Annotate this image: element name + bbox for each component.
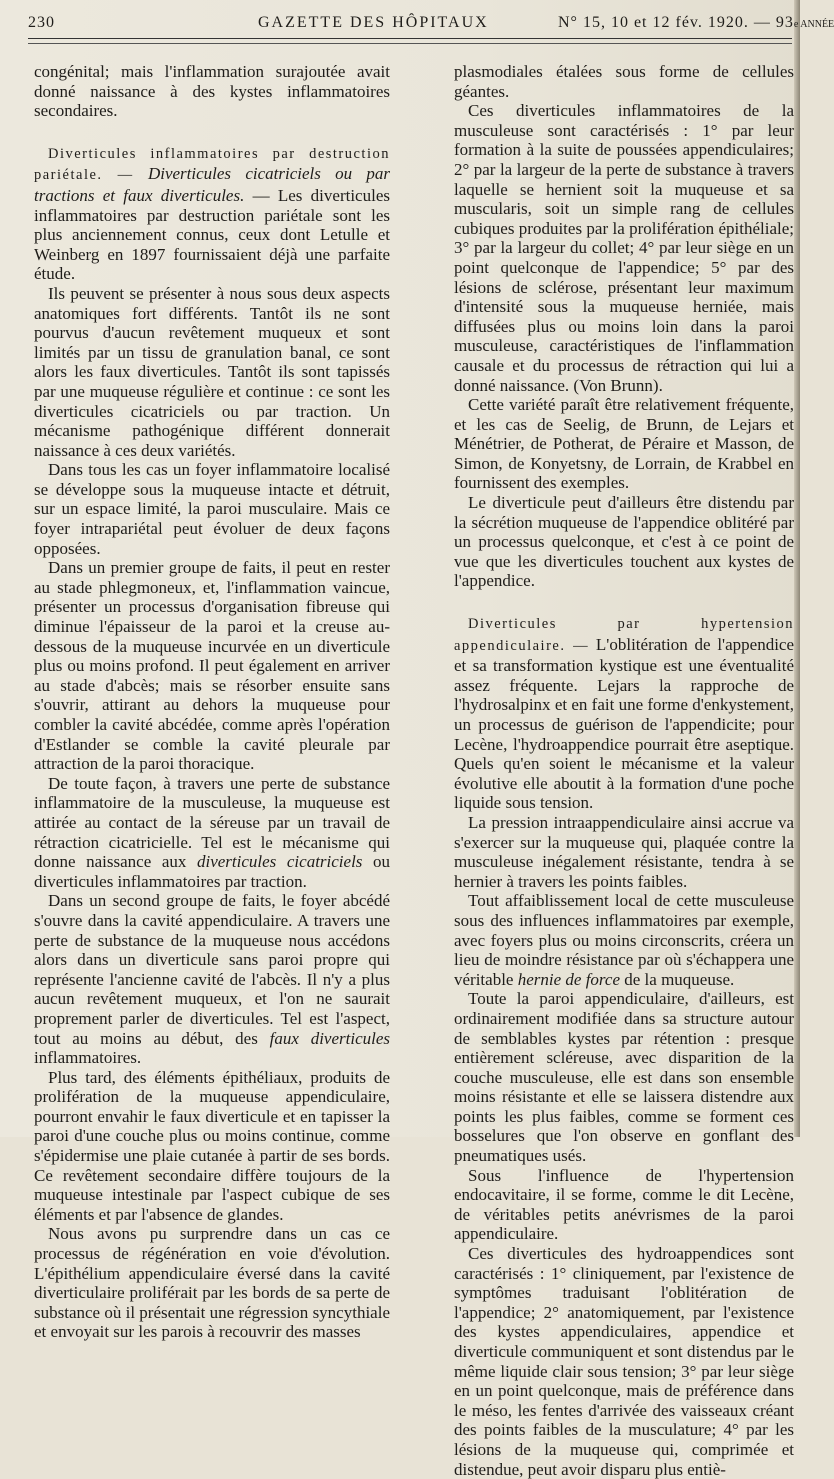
paragraph: plasmodiales étalées sous forme de cellules géantes. [454, 62, 794, 101]
section-subtitle: Diverticules cicatriciels ou par tractions et faux diverticules. [34, 164, 391, 205]
section-title: Diverticules inflammatoires par destruction pariétale. — [34, 145, 390, 184]
header-rule-thick [28, 38, 792, 39]
paragraph: congénital; mais l'inflammation surajoutée avait donné naissance à des kystes inflammatoires secondaires. [34, 62, 390, 121]
section-paragraph [34, 143, 390, 284]
text-run: ou diverticules inflammatoires par traction. [34, 852, 390, 891]
paragraph: Dans un premier groupe de faits, il peut en rester au stade phlegmoneux, et, l'inflammation vaincue, présenter un processus d'organisation fibreuse qui diminue l'épaisseur de la paroi et la creuse au-dessous de la muqueuse incurvée en un diverticule plus ou moins profond. Il peut également en arriver au stade d'abcès; mais se résorber ensuite sans s'ouvrir, attirant au dehors la muqueuse pour combler la cavité abcédée, comme après l'opération d'Estlander se comble la cavité pleurale par attraction de la paroi thoracique. [34, 558, 390, 774]
paragraph: Ces diverticules inflammatoires de la musculeuse sont caractérisés : 1° par leur formation à la suite de poussées appendiculaires; 2° par la largeur de la perte de substance à travers laquelle se hernient soit la muqueuse et sa muscularis, soit un simple rang de cellules cubiques produites par la prolifération épithéliale; 3° par la largeur du collet; 4° par leur siège en un point quelconque de l'appendice; 5° par des lésions de sclérose, présentant leur maximum d'intensité sous la muqueuse herniée, mais diffusées plus ou moins loin dans la paroi musculeuse, caractéristiques de l'inflammation causale et du processus de rétraction qui lui a donné naissance. (Von Brunn). [454, 101, 794, 395]
paragraph: La pression intraappendiculaire ainsi accrue va s'exercer sur la muqueuse qui, plaquée contre la musculeuse inégalement résistante, tendra à se hernier à travers les points faibles. [454, 812, 794, 891]
right-column [454, 62, 794, 1479]
paragraph: Toute la paroi appendiculaire, d'ailleurs, est ordinairement modifiée dans sa structure autour de semblables kystes par rétention : presque entièrement scléreuse, avec disparition de la couche musculeuse, elle est dans son ensemble moins résistante et elle se laissera distendre aux points les plus faibles, comme se forment ces bosselures que l'on observe en gonflant des pneumatiques usés. [454, 989, 794, 1166]
paragraph [34, 891, 390, 1067]
paragraph: Le diverticule peut d'ailleurs être distendu par la sécrétion muqueuse de l'appendice oblitéré par un processus quelconque, et c'est à ce point de vue que les diverticules touchent aux kystes de l'appendice. [454, 493, 794, 591]
italic-term: faux diverticules [269, 1028, 391, 1048]
left-column [34, 62, 390, 1342]
text-run: de la muqueuse. [620, 969, 735, 989]
text-run: inflammatoires. [34, 1048, 142, 1068]
section-text: — Les diverticules inflammatoires par destruction pariétale sont les plus anciennement connus, ceux dont Letulle et Weinberg en 1897 fournissaient déjà une parfaite étude. [34, 185, 390, 284]
text-run: De toute façon, à travers une perte de substance inflammatoire de la musculeuse, la muqueuse est attirée au contact de la séreuse par un travail de rétraction cicatricielle. Tel est le mécanisme qui donne naissance aux [34, 773, 390, 872]
text-run: Dans un second groupe de faits, le foyer abcédé s'ouvre dans la cavité appendiculaire. A travers une perte de substance de la muqueuse nous accédons alors dans un diverticule sans paroi propre qui représente l'ancienne cavité de l'abcès. Il n'y a plus aucun revêtement muqueux, et l'on ne saurait proprement parler de diverticules. Tel est l'aspect, tout au moins au début, des [34, 891, 390, 1048]
italic-term: hernie de force [517, 969, 620, 989]
paragraph: Ils peuvent se présenter à nous sous deux aspects anatomiques fort différents. Tantôt ils ne sont pourvus d'aucun revêtement muqueux et sont limités par un tissu de granulation banal, ce sont alors les faux diverticules. Tantôt ils sont tapissés par une muqueuse régulière et continue : ce sont les diverticules cicatriciels ou par traction. Un mécanisme pathogénique différent donnerait naissance à ces deux variétés. [34, 283, 390, 460]
running-header [28, 6, 834, 46]
paragraph: Sous l'influence de l'hypertension endocavitaire, il se forme, comme le dit Lecène, de véritables petits anévrismes de la paroi appendiculaire. [454, 1165, 794, 1244]
paragraph [454, 891, 794, 989]
page-number: 230 [28, 14, 55, 31]
section-paragraph [454, 613, 794, 813]
paragraph: Dans tous les cas un foyer inflammatoire localisé se développe sous la muqueuse intacte et détruit, sur un espace limité, la paroi musculaire. Mais ce foyer intrapariétal peut évoluer de deux façons opposées. [34, 460, 390, 558]
issue-date: N° 15, 10 et 12 fév. 1920. — 93 [558, 14, 794, 31]
section-title: Diverticules par hypertension appendiculaire. — [454, 616, 794, 654]
issue-year-label: e ANNÉE [793, 19, 834, 30]
section-text: L'oblitération de l'appendice et sa transformation kystique est une éventualité assez fréquente. Lejars la rapproche de l'hydrosalpinx et en fait une forme d'enkystement, un processus de guérison de l'appendicite; pour Lecène, l'hydroappendice pourrait être aseptique. Quels qu'en soient le mécanisme et la valeur évolutive elle aboutit à la formation d'une poche liquide sous tension. [454, 634, 795, 813]
issue-info [558, 14, 834, 32]
italic-term: diverticules cicatriciels [196, 852, 363, 872]
page-edge-shadow [794, 0, 800, 1137]
paragraph [34, 774, 390, 892]
paragraph: Nous avons pu surprendre dans un cas ce processus de régénération en voie d'évolution. L'épithélium appendiculaire éversé dans la cavité diverticulaire proliférait par les bords de sa perte de substance où il présentait une régression syncythiale et envoyait sur les parois à recouvrir des masses [34, 1224, 390, 1342]
text-run: Tout affaiblissement local de cette musculeuse sous des influences inflammatoires par exemple, avec foyers plus ou moins circonscrits, créera un lieu de moindre résistance par où s'échappera une véritable [454, 891, 794, 989]
paragraph: Ces diverticules des hydroappendices sont caractérisés : 1° cliniquement, par l'existence de symptômes traduisant l'oblitération de l'appendice; 2° anatomiquement, par l'existence des kystes appendiculaires, appendice et diverticule communiquent et sont distendus par le même liquide clair sous tension; 3° par leur siège en un point quelconque, mais de préférence dans le méso, les fentes d'arrivée des vaisseaux créant des points faibles de la musculature; 4° par les lésions de la muqueuse qui, comprimée et distendue, peut avoir disparu plus entiè- [454, 1244, 794, 1479]
journal-title: GAZETTE DES HÔPITAUX [258, 14, 489, 31]
header-rule-thin [28, 43, 792, 44]
paragraph: Plus tard, des éléments épithéliaux, produits de prolifération de la muqueuse appendiculaire, pourront envahir le faux diverticule et en tapisser la paroi d'une couche plus ou moins continue, comme s'épidermise une plaie cutanée à partir de ses bords. Ce revêtement secondaire diffère toujours de la muqueuse intestinale par l'aspect cubique de ses éléments et par l'absence de glandes. [34, 1067, 390, 1224]
paragraph: Cette variété paraît être relativement fréquente, et les cas de Seelig, de Brunn, de Lejars et Ménétrier, de Potherat, de Péraire et Masson, de Simon, de Konyetsny, de Lorrain, de Krabbel en fournissent des exemples. [454, 395, 794, 493]
